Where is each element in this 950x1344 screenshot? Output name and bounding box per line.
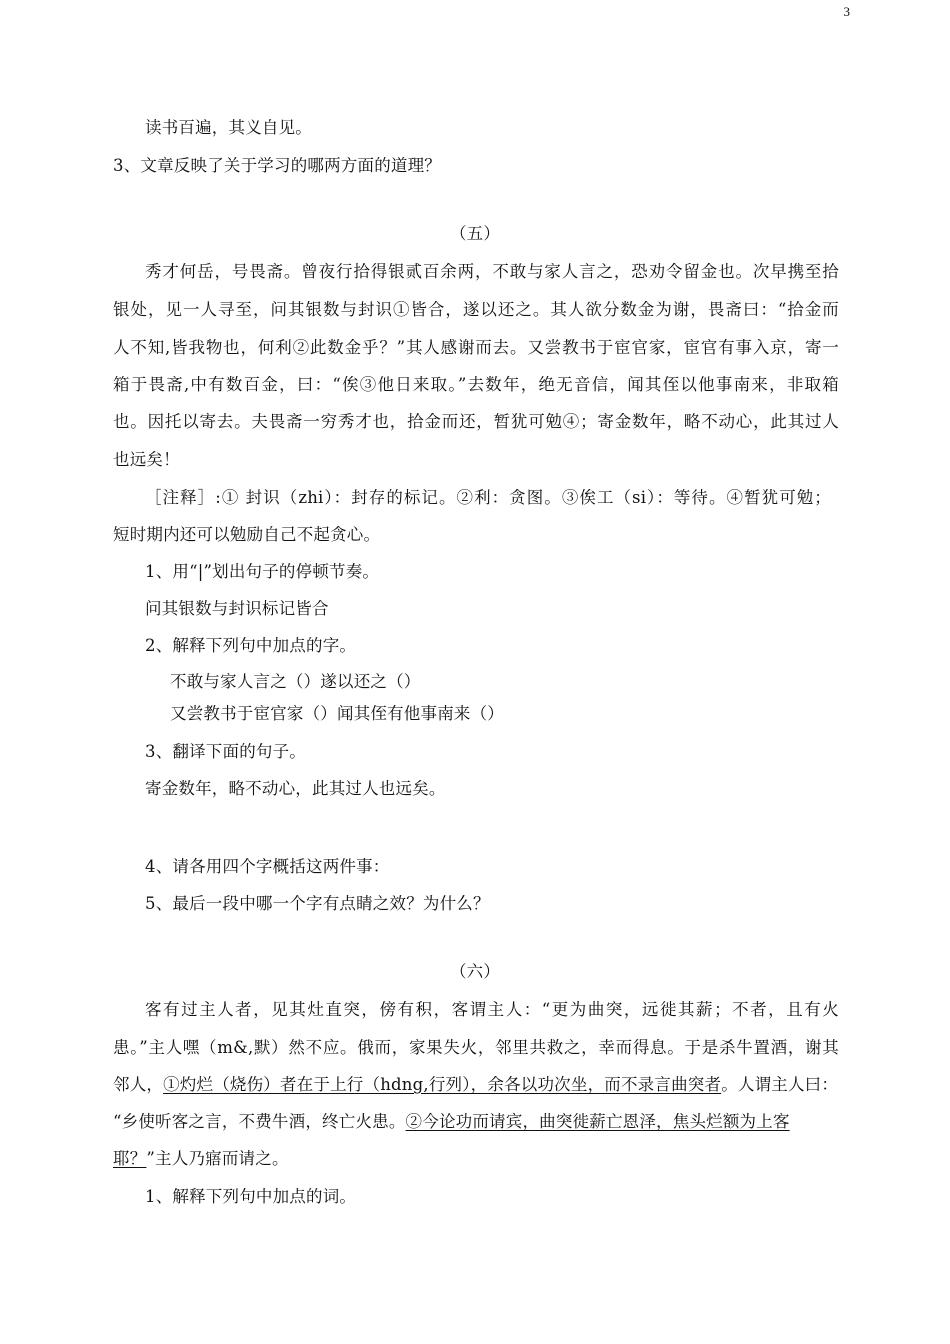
line-5-suffix: ”主人乃寤而请之。 bbox=[146, 1149, 289, 1168]
section-5-question-1-sentence: 问其银数与封识标记皆合 bbox=[145, 599, 329, 618]
line-4-prefix: “乡使听客之言，不费牛酒，终亡火患。 bbox=[113, 1112, 406, 1131]
section-5-paragraph-line-5: 也。因托以寄去。夫畏斋一穷秀才也，拾金而还，暂犹可勉④；寄金数年，略不动心，此其过人 bbox=[113, 412, 839, 431]
section-5-heading: （五） bbox=[449, 224, 501, 243]
section-5-paragraph-line-4: 箱于畏斋,中有数百金，曰：“俟③他日来取。”去数年，绝无音信，闻其侄以他事南来，非取箱 bbox=[113, 375, 839, 394]
section-5-paragraph-line-1: 秀才何岳，号畏斋。曾夜行拾得银贰百余两，不敢与家人言之，恐劝令留金也。次早携至拾 bbox=[145, 262, 839, 281]
section-5-paragraph-line-2: 银处，见一人寻至，问其银数与封识①皆合，遂以还之。其人欲分数金为谢，畏斋曰：“拾金而 bbox=[113, 300, 839, 319]
section-6-question-1: 1、解释下列句中加点的词。 bbox=[145, 1187, 357, 1206]
underlined-sentence-2-end: 耶？ bbox=[113, 1149, 147, 1168]
section-5-question-1: 1、用“|”划出句子的停顿节奏。 bbox=[145, 562, 380, 581]
section-5-question-3-sentence: 寄金数年，略不动心，此其过人也远矣。 bbox=[145, 779, 446, 798]
section-5-question-2-line-2: 又尝教书于宦官家（）闻其侄有他事南来（） bbox=[170, 704, 504, 723]
section-5-paragraph-line-3: 人不知,皆我物也，何利②此数金乎？”其人感谢而去。又尝教书于宦官家，宦官有事入京，寄一 bbox=[113, 338, 839, 357]
section-5-question-2: 2、解释下列句中加点的字。 bbox=[145, 636, 357, 655]
section-5-question-2-line-1: 不敢与家人言之（）遂以还之（） bbox=[170, 672, 421, 691]
page-number: 3 bbox=[843, 4, 850, 19]
section-5-paragraph-line-6: 也远矣！ bbox=[113, 450, 180, 469]
section-6-paragraph-line-3 bbox=[113, 1075, 838, 1095]
annotation-line-2: 短时期内还可以勉励自己不起贪心。 bbox=[113, 525, 381, 544]
quote-line: 读书百遍，其义自见。 bbox=[145, 118, 312, 137]
section-5-question-3: 3、翻译下面的句子。 bbox=[145, 742, 306, 761]
section-6-paragraph-line-4 bbox=[113, 1112, 790, 1132]
section-6-heading: （六） bbox=[449, 962, 501, 981]
section-6-paragraph-line-2: 患。”主人嘿（m&,默）然不应。俄而，家果失火，邻里共救之，幸而得息。于是杀牛置酒，谢其 bbox=[113, 1038, 839, 1057]
section-6-paragraph-line-1: 客有过主人者，见其灶直突，傍有积，客谓主人：“更为曲突，远徙其薪；不者，且有火 bbox=[145, 1000, 839, 1019]
underlined-sentence-1: ①灼烂（烧伤）者在于上行（hdng,行列），余各以功次坐，而不录言曲突者 bbox=[163, 1075, 722, 1094]
section-5-question-4: 4、请各用四个字概括这两件事： bbox=[145, 857, 390, 876]
question-3-prev: 3、文章反映了关于学习的哪两方面的道理？ bbox=[113, 156, 441, 175]
annotation-line-1: ［注释］:① 封识（zhi）：封存的标记。②利：贪图。③俟工（si）：等待。④暂犹可勉； bbox=[145, 488, 831, 507]
section-6-paragraph-line-5 bbox=[113, 1149, 289, 1169]
line-3-suffix: 。人谓主人曰： bbox=[721, 1075, 839, 1094]
underlined-sentence-2: ②今论功而请宾，曲突徙薪亡恩泽，焦头烂额为上客 bbox=[405, 1112, 790, 1131]
line-3-prefix: 邻人， bbox=[113, 1075, 164, 1094]
section-5-question-5: 5、最后一段中哪一个字有点睛之效？为什么？ bbox=[145, 894, 490, 913]
